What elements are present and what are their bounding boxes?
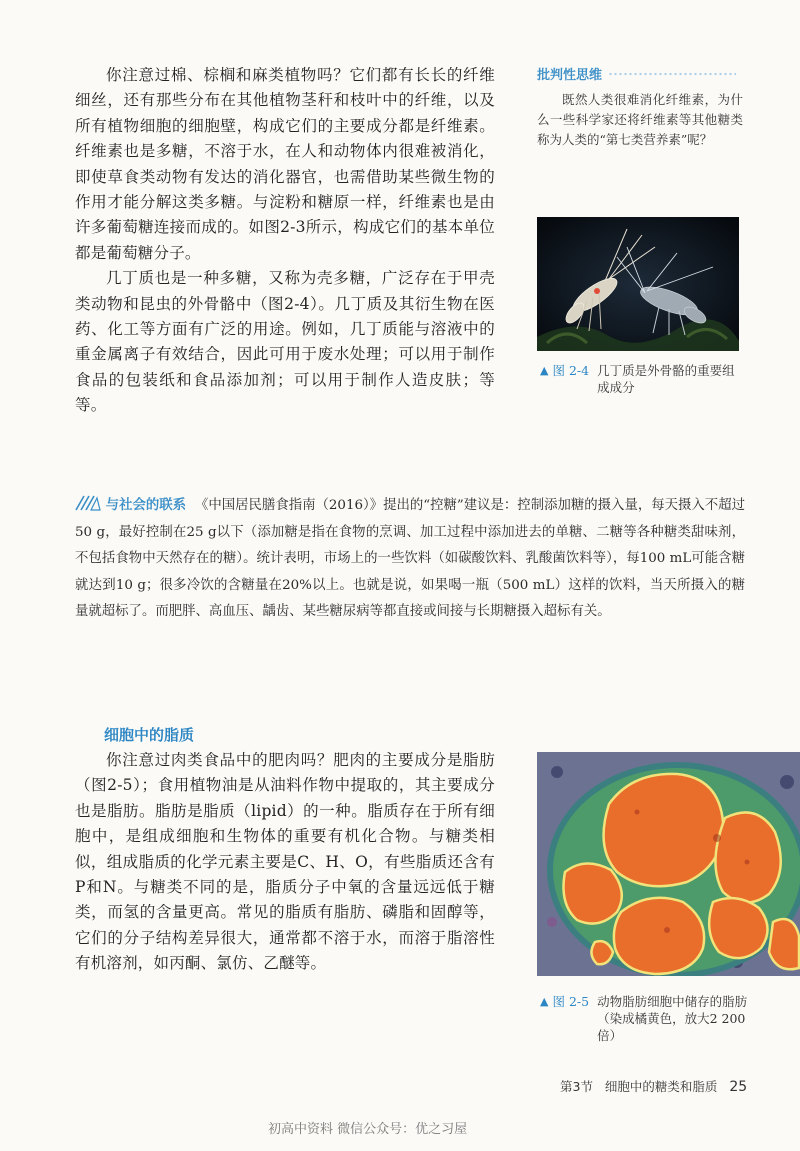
figure-caption-text: 动物脂肪细胞中储存的脂肪（染成橘黄色，放大2 200倍） [597, 994, 748, 1043]
section-title-lipid: 细胞中的脂质 [104, 726, 195, 744]
figure-2-4-caption [540, 362, 740, 396]
social-heading-text: 与社会的联系 [105, 498, 187, 513]
social-heading [75, 498, 191, 513]
shrimp-illustration [537, 217, 739, 351]
paragraph-lipid: 你注意过肉类食品中的肥肉吗？肥肉的主要成分是脂肪（图2-5）；食用植物油是从油料作物中提取的，其主要成分也是脂肪。脂肪是脂质（lipid）的一种。脂质存在于所有细胞中，是组成细胞和生物体的重要有机化合物。与糖类相似，组成脂质的化学元素主要是C、H、O，有些脂质还含有P和N。与糖类不同的是，脂质分子中氧的含量远远低于糖类，而氢的含量更高。常见的脂质有脂肪、磷脂和固醇等，它们的分子结构差异很大，通常都不溶于水，而溶于脂溶性有机溶剂，如丙酮、氯仿、乙醚等。 [75, 751, 495, 973]
social-text: 《中国居民膳食指南（2016）》提出的“控糖”建议是：控制添加糖的摄入量，每天摄入不超过50 g，最好控制在25 g以下（添加糖是指在食物的烹调、加工过程中添加进去的单糖、二糖等各种糖类甜味剂，不包括食物中天然存在的糖）。统计表明，市场上的一些饮料（如碳酸饮料、乳酸菌饮料等），每100 mL可能含糖就达到10 g；很多冷饮的含糖量在20%以上。也就是说，如果喝一瓶（500 mL）这样的饮料，当天所摄入的糖量就超标了。而肥胖、高血压、龋齿、某些糖尿病等都直接或间接与长期糖摄入超标有关。 [75, 498, 745, 620]
fat-cell-micrograph [537, 752, 800, 976]
main-text-block [75, 63, 495, 419]
paragraph-cellulose: 你注意过棉、棕榈和麻类植物吗？它们都有长长的纤维细丝，还有那些分布在其他植物茎秆和枝叶中的纤维，以及所有植物细胞的细胞壁，构成它们的主要成分都是纤维素。纤维素也是多糖，不溶于水，在人和动物体内很难被消化，即使草食类动物有发达的消化器官，也需借助某些微生物的作用才能分解这类多糖。与淀粉和糖原一样，纤维素也是由许多葡萄糖连接而成的。如图2-3所示，构成它们的基本单位都是葡萄糖分子。 [75, 66, 495, 262]
paragraph-chitin: 几丁质也是一种多糖，又称为壳多糖，广泛存在于甲壳类动物和昆虫的外骨骼中（图2-4）。几丁质及其衍生物在医药、化工等方面有广泛的用途。例如，几丁质能与溶液中的重金属离子有效结合，因此可用于废水处理；可以用于制作食品的包装纸和食品添加剂；可以用于制作人造皮肤；等等。 [75, 269, 495, 415]
figure-caption-text: 几丁质是外骨骼的重要组成成分 [597, 363, 735, 395]
people-icon [75, 495, 101, 511]
footer-title: 细胞中的糖类和脂质 [604, 1079, 718, 1094]
figure-label: 图 2-4 [552, 363, 590, 378]
page-number: 25 [729, 1079, 748, 1095]
lipid-text-block [75, 748, 495, 977]
shrimp-photo [537, 217, 739, 351]
social-connection-box [75, 493, 745, 626]
sidebar-text [537, 90, 743, 150]
sidebar-question: 既然人类很难消化纤维素，为什么一些科学家还将纤维素等其他糖类称为人类的“第七类营养素”呢？ [537, 92, 743, 147]
figure-2-5-caption [540, 993, 750, 1044]
fat-cell-illustration [537, 752, 800, 976]
sidebar-title: 批判性思维 [537, 68, 603, 83]
dotted-rule [608, 71, 736, 77]
triangle-icon: ▲ [540, 995, 549, 1008]
triangle-icon: ▲ [540, 364, 549, 377]
page-footer [560, 1077, 747, 1095]
footer-section: 第3节 [560, 1079, 593, 1094]
watermark: 初高中资料 微信公众号：优之习屋 [268, 1122, 468, 1137]
figure-label: 图 2-5 [552, 994, 590, 1009]
